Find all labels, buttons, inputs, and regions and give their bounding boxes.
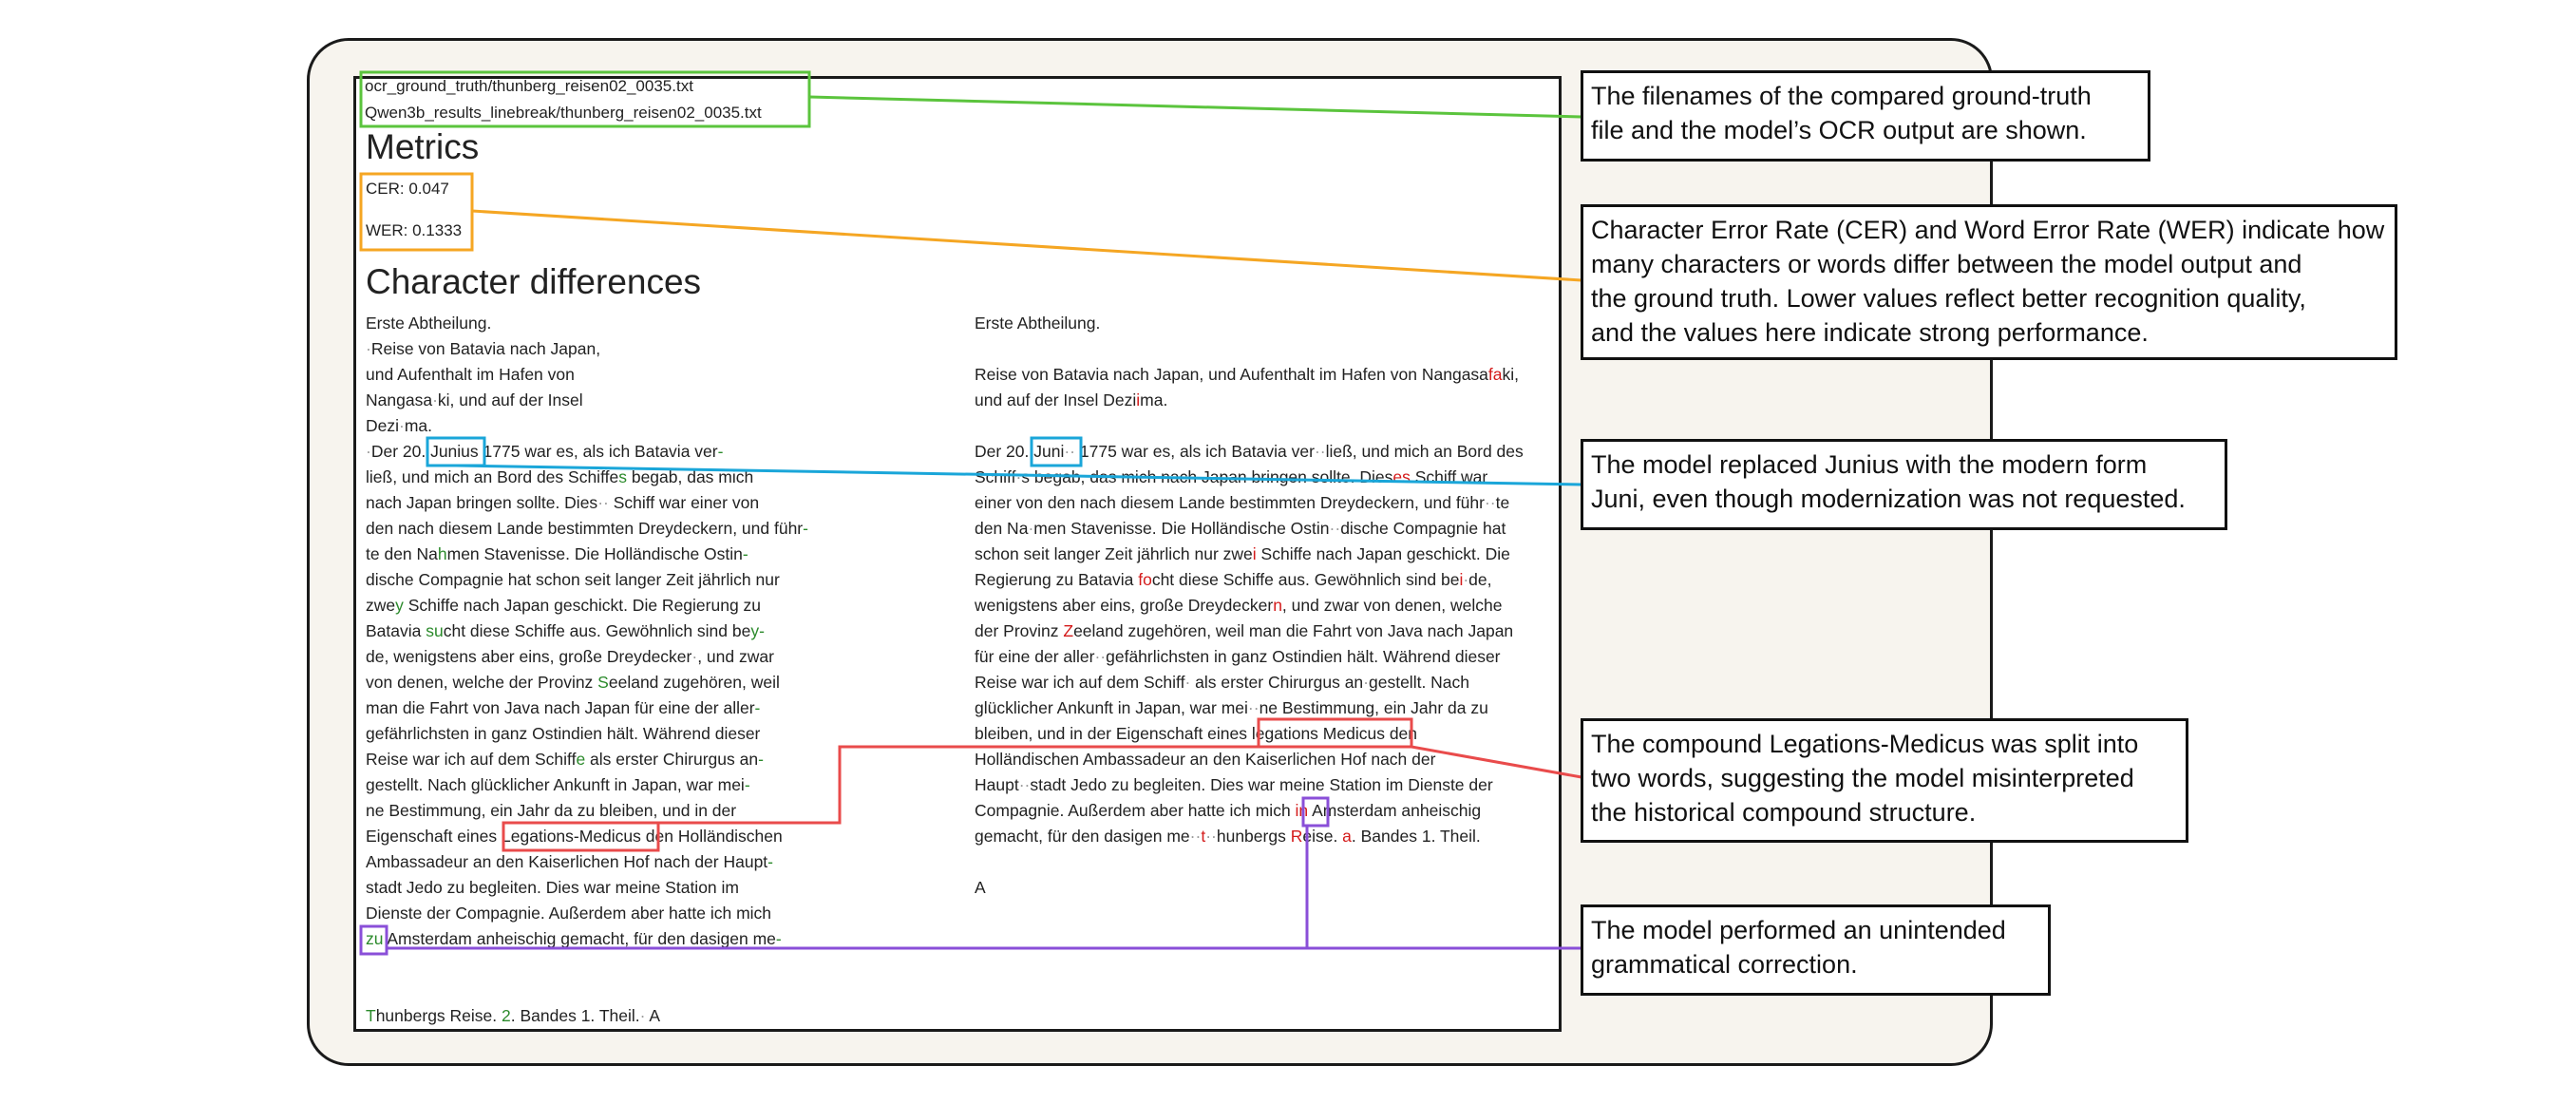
right_text-segment: i xyxy=(1252,544,1257,563)
right_text-segment: · xyxy=(1015,467,1022,486)
right_text-segment: ma. xyxy=(1140,390,1168,409)
left_text-segment: S xyxy=(597,673,609,692)
left_text-segment: Eigenschaft eines xyxy=(366,827,502,846)
left_text-segment: Amsterdam anheischig gemacht, für den dasigen me xyxy=(383,929,776,948)
left_text-segment: als erster Chirurgus an xyxy=(585,750,759,769)
annotation-grammatical-correction xyxy=(1581,904,2051,996)
right_text-segment: i xyxy=(1136,390,1141,409)
annotation-line: file and the model’s OCR output are shown. xyxy=(1591,116,2087,144)
left_text-segment: ließ, und mich an Bord des Schiffe xyxy=(366,467,619,486)
right_text-segment: n xyxy=(1273,596,1282,615)
left_text-segment: Schiff war einer von xyxy=(608,493,760,512)
right_text-segment: de, xyxy=(1468,570,1492,589)
left_text-segment: Dienste der Compagnie. Außerdem aber hatte ich mich xyxy=(366,904,772,923)
left_text-segment: gestellt. Nach glücklicher Ankunft in Japan, war mei xyxy=(366,775,745,794)
right_text-segment: ·· xyxy=(1189,827,1202,846)
left_text-segment: gefährlichsten in ganz Ostindien hält. Während dieser xyxy=(366,724,761,743)
left_text-segment: te den Na xyxy=(366,544,438,563)
left_text-segment: den nach diesem Lande bestimmten Dreydeckern, und führ xyxy=(366,519,804,538)
right_text-segment: ·· xyxy=(1247,698,1260,717)
left_text-segment: Reise von Batavia nach Japan, xyxy=(370,339,601,358)
right_text-segment: schon seit langer Zeit jährlich nur zwe xyxy=(975,544,1253,563)
right_text-segment: Der 20. xyxy=(975,442,1034,461)
right_text-segment: und auf der Insel Dezi xyxy=(975,390,1137,409)
annotation-line: The compound Legations-Medicus was split into xyxy=(1591,730,2139,758)
right_text-segment: gemacht, für den dasigen me xyxy=(975,827,1190,846)
left_text-segment: · xyxy=(366,339,371,358)
left_text-segment: nach Japan bringen sollte. Dies xyxy=(366,493,598,512)
right_text-segment: Compagnie. Außerdem aber hatte ich mich xyxy=(975,801,1296,820)
left_text-segment: ki, und auf der Insel xyxy=(437,390,583,409)
left_text-segment: e xyxy=(576,750,586,769)
left_text-segment: s xyxy=(618,467,627,486)
left_text-segment: - xyxy=(742,544,748,563)
left_text-segment: begab, das mich xyxy=(626,467,754,486)
right_text-segment: Juni xyxy=(1033,442,1065,461)
right_text-segment: ließ, und mich an Bord des xyxy=(1325,442,1524,461)
right_text-segment: wenigstens aber eins, große Dreydecker xyxy=(975,596,1274,615)
model-output-filename: Qwen3b_results_linebreak/thunberg_reisen02_0035.txt xyxy=(365,104,762,122)
right_text-segment: es xyxy=(1392,467,1411,486)
right_text-segment: · xyxy=(1363,673,1369,692)
juni-connector xyxy=(456,466,1582,485)
left_text-segment: de, wenigstens aber eins, große Dreydecker xyxy=(366,647,692,666)
left_text-segment: . Bandes 1. Theil. xyxy=(510,1006,640,1025)
right_text-segment: ·· xyxy=(1094,647,1107,666)
right_text-segment: . Bandes 1. Theil. xyxy=(1351,827,1481,846)
right_text-segment: als erster Chirurgus an xyxy=(1190,673,1364,692)
annotation-line: grammatical correction. xyxy=(1591,950,1858,979)
left_text-segment: A xyxy=(645,1006,661,1025)
right_text-segment: Holländischen Ambassadeur an den Kaiserlichen Hof nach der xyxy=(975,750,1436,769)
left_text-segment: Erste Abtheilung. xyxy=(366,314,492,333)
annotation-line: many characters or words differ between the model output and xyxy=(1591,250,2302,278)
left_text-segment: , und zwar xyxy=(697,647,774,666)
metrics-heading: Metrics xyxy=(366,127,480,166)
left_text-segment: 1775 war es, als ich Batavia ver xyxy=(478,442,718,461)
right_text-segment: bleiben, und in der Eigenschaft eines xyxy=(975,724,1252,743)
legations-connector-right xyxy=(1411,747,1582,777)
left_text-segment: und Aufenthalt im Hafen von xyxy=(366,365,575,384)
right_text-segment: eeland zugehören, weil man die Fahrt von Java nach Japan xyxy=(1073,621,1514,640)
right_text-segment: Amsterdam anheischig xyxy=(1308,801,1482,820)
left_text-segment: · xyxy=(366,442,371,461)
annotation-line: the historical compound structure. xyxy=(1591,798,1977,827)
left_text-segment: - xyxy=(759,621,765,640)
left_text-segment: zu xyxy=(366,929,384,948)
left_text-segment: Schiffe nach Japan geschickt. Die Regierung zu xyxy=(403,596,762,615)
left_text-segment: - xyxy=(744,775,750,794)
left_text-segment: · xyxy=(691,647,698,666)
right_text-segment: · xyxy=(1463,570,1469,589)
left_text-segment: den Holländischen xyxy=(640,827,783,846)
annotation-line: and the values here indicate strong performance. xyxy=(1591,318,2149,347)
left_text-segment: ·· xyxy=(597,493,609,512)
right_text-segment: Reise war ich auf dem Schiff xyxy=(975,673,1185,692)
right_text-segment: · xyxy=(1184,673,1191,692)
metrics-highlight-box xyxy=(361,174,472,250)
left_text-segment: - xyxy=(775,929,782,948)
right_text-segment: den xyxy=(1384,724,1418,743)
right_text-segment: ·· xyxy=(1064,442,1076,461)
right_text-segment: Z xyxy=(1063,621,1074,640)
metrics-connector xyxy=(472,211,1582,280)
right_text-segment: Erste Abtheilung. xyxy=(975,314,1101,333)
filenames-highlight-box xyxy=(361,72,809,126)
left_text-segment: Dezi xyxy=(366,416,400,435)
annotation-compound-split xyxy=(1581,718,2188,843)
right_text-segment: gestellt. Nach xyxy=(1369,673,1470,692)
ground-truth-filename: ocr_ground_truth/thunberg_reisen02_0035.txt xyxy=(365,77,693,95)
left_text-segment: cht diese Schiffe aus. Gewöhnlich sind be xyxy=(443,621,751,640)
left_text-segment: Der 20. xyxy=(370,442,431,461)
legations-medicus-split-highlight-box xyxy=(1259,719,1411,747)
left_text-segment: von denen, welche der Provinz xyxy=(366,673,598,692)
juni-highlight-box xyxy=(1032,438,1081,466)
left_text-segment: - xyxy=(754,698,761,717)
left_text-segment: dische Compagnie hat schon seit langer Zeit jährlich nur xyxy=(366,570,780,589)
right_text-segment: eise. xyxy=(1302,827,1343,846)
right_text-segment: R xyxy=(1290,827,1303,846)
right_text-segment: legations Medicus xyxy=(1251,724,1385,743)
right_text-segment: t xyxy=(1201,827,1206,846)
character-differences-heading: Character differences xyxy=(366,262,702,301)
annotation-line: two words, suggesting the model misinterpreted xyxy=(1591,764,2134,792)
right_text-segment: i xyxy=(1459,570,1464,589)
cer-value: CER: 0.047 xyxy=(366,180,449,198)
left_text-segment: su xyxy=(426,621,444,640)
left_text-segment: zwe xyxy=(366,596,396,615)
right_text-segment: · xyxy=(1028,519,1034,538)
left_text-segment: Batavia xyxy=(366,621,426,640)
right_text-segment: , und zwar von denen, welche xyxy=(1281,596,1503,615)
left_text-segment: - xyxy=(803,519,808,538)
right_text-segment: A xyxy=(975,878,986,897)
left_text-segment: ma. xyxy=(404,416,433,435)
left_text-segment: Junius xyxy=(430,442,479,461)
right_text-segment: der Provinz xyxy=(975,621,1064,640)
left_text-segment: - xyxy=(758,750,764,769)
right_text-segment: Reise von Batavia nach Japan, und Aufenthalt im Hafen von Nangasa xyxy=(975,365,1488,384)
junius-highlight-box xyxy=(427,438,484,466)
right_text-segment: ·· xyxy=(1018,775,1031,794)
annotation-line: The filenames of the compared ground-truth xyxy=(1591,82,2092,110)
right_text-segment: ·· xyxy=(1329,519,1341,538)
right_text-segment: Schiff xyxy=(975,467,1016,486)
left_text-segment: h xyxy=(437,544,447,563)
left_text-segment: y xyxy=(750,621,760,640)
left_text-segment: Legations-Medicus xyxy=(502,827,641,846)
left_text-segment: men Stavenisse. Die Holländische Ostin xyxy=(446,544,743,563)
legations-connector-left xyxy=(657,747,1259,823)
right_text-segment: cht diese Schiffe aus. Gewöhnlich sind be xyxy=(1151,570,1460,589)
left_text-segment: 2 xyxy=(502,1006,511,1025)
left_text-segment: Ambassadeur an den Kaiserlichen Hof nach der Haupt xyxy=(366,852,768,871)
right_text-segment: Schiffe nach Japan geschickt. Die xyxy=(1256,544,1510,563)
wer-value: WER: 0.1333 xyxy=(366,221,463,239)
left_text-segment: y xyxy=(395,596,404,615)
left_text-segment: · xyxy=(639,1006,646,1025)
left_text-segment: ne Bestimmung, ein Jahr da zu bleiben, und in der xyxy=(366,801,737,820)
right_text-segment: ki, xyxy=(1502,365,1520,384)
annotation-line: The model replaced Junius with the modern form xyxy=(1591,450,2148,479)
right_text-segment: einer von den nach diesem Lande bestimmten Dreydeckern, und führ xyxy=(975,493,1485,512)
left_text-segment: · xyxy=(432,390,438,409)
right_text-segment: für eine der aller xyxy=(975,647,1095,666)
left_text-segment: T xyxy=(366,1006,376,1025)
annotation-junius-modernization xyxy=(1581,439,2227,530)
annotation-line: The model performed an unintended xyxy=(1591,916,2006,944)
left_text-segment: stadt Jedo zu begleiten. Dies war meine Station im xyxy=(366,878,739,897)
right_text-segment: fa xyxy=(1487,365,1503,384)
left_text-segment: Nangasa xyxy=(366,390,433,409)
annotation-line: Juni, even though modernization was not requested. xyxy=(1591,485,2186,513)
right_text-segment: ·· xyxy=(1205,827,1217,846)
annotation-line: the ground truth. Lower values reflect better recognition quality, xyxy=(1591,284,2306,313)
right_text-segment: s begab, das mich nach Japan bringen sollte. Dies xyxy=(1021,467,1393,486)
right_text-segment: glücklicher Ankunft in Japan, war mei xyxy=(975,698,1248,717)
right_text-segment: men Stavenisse. Die Holländische Ostin xyxy=(1033,519,1330,538)
right_text-segment: stadt Jedo zu begleiten. Dies war meine Station im Dienste der xyxy=(1030,775,1493,794)
filenames-connector xyxy=(809,97,1582,117)
left_text-segment: - xyxy=(717,442,724,461)
right_text-segment: hunbergs xyxy=(1216,827,1291,846)
left_text-segment: - xyxy=(767,852,773,871)
right_text-segment: in xyxy=(1295,801,1309,820)
zu-highlight-box xyxy=(361,926,387,954)
right_text-segment: ·· xyxy=(1314,442,1326,461)
right_text-segment: gefährlichsten in ganz Ostindien hält. Während dieser xyxy=(1106,647,1501,666)
left_text-segment: · xyxy=(399,416,405,435)
right_text-segment: Haupt xyxy=(975,775,1019,794)
left_text-segment: man die Fahrt von Java nach Japan für eine der aller xyxy=(366,698,755,717)
right_text-segment: den Na xyxy=(975,519,1029,538)
annotation-line: Character Error Rate (CER) and Word Error Rate (WER) indicate how xyxy=(1591,216,2385,244)
right_text-segment: Regierung zu Batavia xyxy=(975,570,1139,589)
left_text-segment: Reise war ich auf dem Schiff xyxy=(366,750,577,769)
left_text-segment: hunbergs Reise. xyxy=(375,1006,502,1025)
right_text-segment: Schiff war xyxy=(1410,467,1488,486)
annotation-error-rates xyxy=(1581,204,2397,360)
right_text-segment: 1775 war es, als ich Batavia ver xyxy=(1075,442,1315,461)
right_text-segment: dische Compagnie hat xyxy=(1340,519,1506,538)
right_text-segment: a xyxy=(1342,827,1352,846)
legations-medicus-highlight-box xyxy=(503,823,658,850)
right_text-segment: fo xyxy=(1138,570,1152,589)
left_text-segment: eeland zugehören, weil xyxy=(608,673,780,692)
right_text-segment: ne Bestimmung, ein Jahr da zu xyxy=(1259,698,1488,717)
right_text-segment: te xyxy=(1495,493,1510,512)
right_text-segment: ·· xyxy=(1484,493,1496,512)
annotation-filenames xyxy=(1581,70,2150,162)
in-highlight-box xyxy=(1303,798,1328,826)
